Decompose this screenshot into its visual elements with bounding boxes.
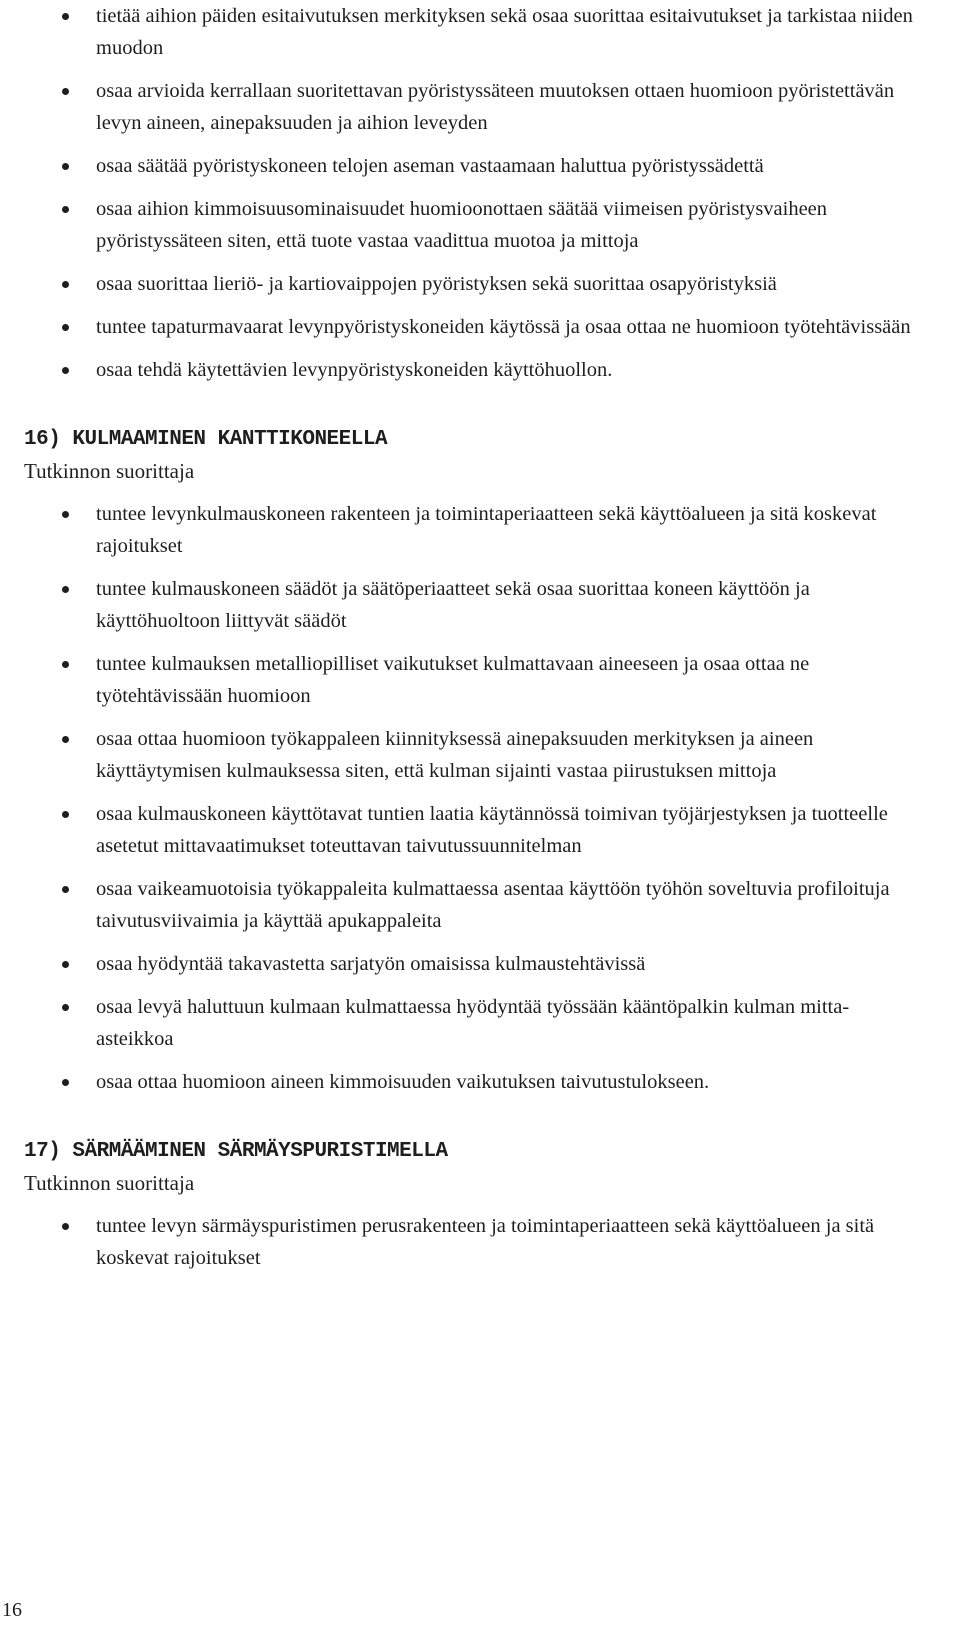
section-16-bullet-list xyxy=(24,498,924,1098)
section-heading: 17) SÄRMÄÄMINEN SÄRMÄYSPURISTIMELLA xyxy=(24,1140,448,1163)
list-item: osaa arvioida kerrallaan suoritettavan pyöristyssäteen muutoksen ottaen huomioon pyöristettävän levyn aineen, ainepaksuuden ja aihion leveyden xyxy=(24,75,924,139)
list-item: tuntee tapaturmavaarat levynpyöristyskoneiden käytössä ja osaa ottaa ne huomioon työtehtävissään xyxy=(24,311,924,343)
list-item: osaa levyä haluttuun kulmaan kulmattaessa hyödyntää työssään kääntöpalkin kulman mitta-asteikkoa xyxy=(24,991,924,1055)
list-item: osaa aihion kimmoisuusominaisuudet huomioonottaen säätää viimeisen pyöristysvaiheen pyöristyssäteen siten, että tuote vastaa vaadittua muotoa ja mittoja xyxy=(24,193,924,257)
list-item: tuntee levyn särmäyspuristimen perusrakenteen ja toimintaperiaatteen sekä käyttöalueen ja sitä koskevat rajoitukset xyxy=(24,1210,924,1274)
list-item: osaa säätää pyöristyskoneen telojen aseman vastaamaan haluttua pyöristyssädettä xyxy=(24,150,924,182)
list-item: osaa ottaa huomioon työkappaleen kiinnityksessä ainepaksuuden merkityksen ja aineen käyttäytymisen kulmauksessa siten, että kulman sijainti vastaa piirustuksen mittoja xyxy=(24,723,924,787)
list-item: osaa tehdä käytettävien levynpyöristyskoneiden käyttöhuollon. xyxy=(24,354,924,386)
section-16 xyxy=(24,426,924,1098)
list-item: tuntee kulmauksen metalliopilliset vaikutukset kulmattavaan aineeseen ja osaa ottaa ne työtehtävissään huomioon xyxy=(24,648,924,712)
section-subheading: Tutkinnon suorittaja xyxy=(24,1171,195,1195)
list-item: osaa vaikeamuotoisia työkappaleita kulmattaessa asentaa käyttöön työhön soveltuvia profiloituja taivutusviivaimia ja käyttää apukappaleita xyxy=(24,873,924,937)
list-item: tietää aihion päiden esitaivutuksen merkityksen sekä osaa suorittaa esitaivutukset ja tarkistaa niiden muodon xyxy=(24,0,924,64)
list-item: tuntee levynkulmauskoneen rakenteen ja toimintaperiaatteen sekä käyttöalueen ja sitä koskevat rajoitukset xyxy=(24,498,924,562)
list-item: osaa hyödyntää takavastetta sarjatyön omaisissa kulmaustehtävissä xyxy=(24,948,924,980)
page-number: 16 xyxy=(2,1599,22,1621)
intro-bullet-list xyxy=(24,0,924,386)
list-item: osaa suorittaa lieriö- ja kartiovaippojen pyöristyksen sekä suorittaa osapyöristyksiä xyxy=(24,268,924,300)
list-item: tuntee kulmauskoneen säädöt ja säätöperiaatteet sekä osaa suorittaa koneen käyttöön ja käyttöhuoltoon liittyvät säädöt xyxy=(24,573,924,637)
list-item: osaa ottaa huomioon aineen kimmoisuuden vaikutuksen taivutustulokseen. xyxy=(24,1066,924,1098)
list-item: osaa kulmauskoneen käyttötavat tuntien laatia käytännössä toimivan työjärjestyksen ja tuotteelle asetetut mittavaatimukset toteuttavan taivutussuunnitelman xyxy=(24,798,924,862)
section-subheading: Tutkinnon suorittaja xyxy=(24,459,195,483)
document-page xyxy=(24,0,924,1285)
section-17 xyxy=(24,1138,924,1274)
section-heading: 16) KULMAAMINEN KANTTIKONEELLA xyxy=(24,428,388,451)
section-17-bullet-list xyxy=(24,1210,924,1274)
